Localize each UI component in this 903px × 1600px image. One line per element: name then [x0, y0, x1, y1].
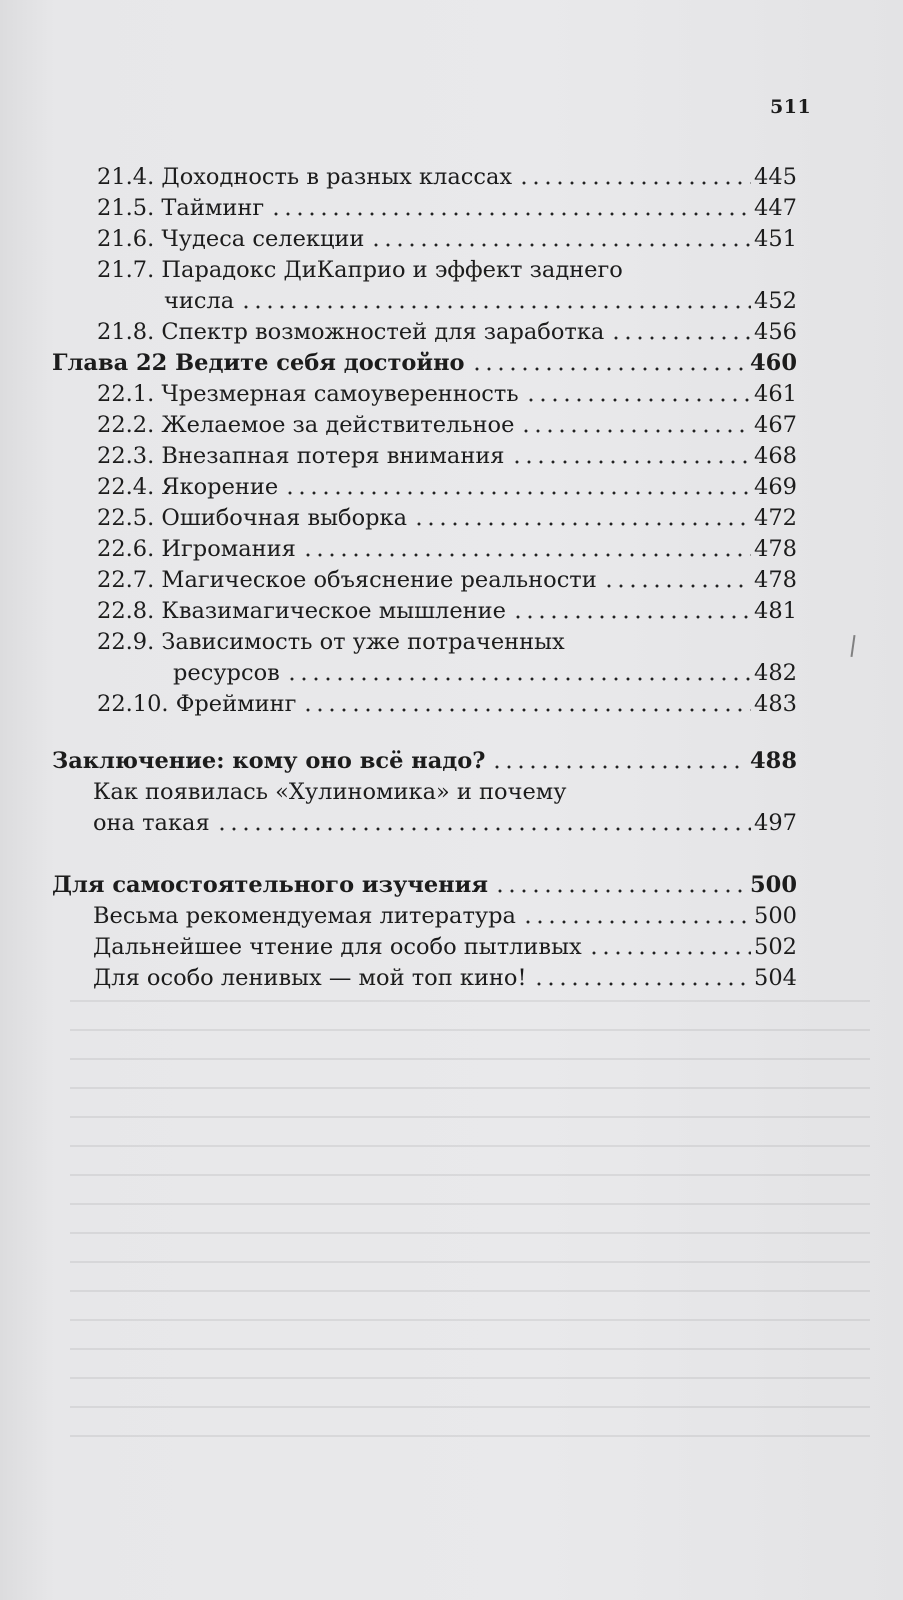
toc-entry-page: 483: [754, 691, 797, 717]
toc-entry: [97, 162, 797, 192]
toc-entry-title: 22.6. Игромания: [97, 536, 296, 562]
toc-entry-title: числа: [164, 288, 235, 314]
toc-entry: [93, 901, 797, 931]
toc-entry: [97, 193, 797, 223]
toc-entry-title: 21.8. Спектр возможностей для заработка: [97, 319, 605, 345]
dot-leader: [302, 553, 751, 557]
toc-entry-page: 467: [754, 412, 797, 438]
toc-entry: [97, 317, 797, 347]
toc-entry-title: 22.2. Желаемое за действительное: [97, 412, 515, 438]
dot-leader: [603, 584, 751, 588]
dot-leader: [413, 522, 751, 526]
toc-entry-page: 472: [754, 505, 797, 531]
toc-chapter-entry: [52, 348, 797, 378]
toc-entry-page: 461: [754, 381, 797, 407]
dot-leader: [471, 367, 747, 371]
toc-entry-title-line1: 22.9. Зависимость от уже потраченных: [97, 629, 565, 655]
toc-entry-page: 478: [754, 567, 797, 593]
ink-mark: [850, 635, 855, 657]
toc-entry-page: 504: [754, 965, 797, 991]
toc-entry: [97, 472, 797, 502]
dot-leader: [511, 460, 752, 464]
toc-entry-page: 456: [754, 319, 797, 345]
toc-entry-title: 21.6. Чудеса селекции: [97, 226, 365, 252]
toc-entry-page: 468: [754, 443, 797, 469]
dot-leader: [270, 212, 751, 216]
toc-entry: [97, 410, 797, 440]
toc-entry: [97, 379, 797, 409]
dot-leader: [216, 827, 751, 831]
toc-entry-page: 445: [754, 164, 797, 190]
dot-leader: [522, 920, 751, 924]
dot-leader: [520, 429, 751, 433]
toc-chapter-entry: [52, 746, 797, 776]
bleed-through-texture: [70, 1000, 870, 1500]
toc-entry-page: 488: [750, 748, 797, 774]
toc-entry-page: 447: [754, 195, 797, 221]
toc-entry-page: 451: [754, 226, 797, 252]
toc-entry-title: 22.10. Фрейминг: [97, 691, 297, 717]
toc-entry-title: Заключение: кому оно всё надо?: [52, 748, 486, 774]
toc-entry-page: 502: [754, 934, 797, 960]
dot-leader: [491, 765, 747, 769]
dot-leader: [302, 708, 751, 712]
toc-entry: [97, 224, 797, 254]
toc-entry: [97, 503, 797, 533]
toc-entry-title: Дальнейшее чтение для особо пытливых: [93, 934, 582, 960]
toc-entry: [97, 565, 797, 595]
toc-entry-title-line1: Как появилась «Хулиномика» и почему: [93, 779, 567, 805]
toc-entry-title: 22.1. Чрезмерная самоуверенность: [97, 381, 519, 407]
toc-entry-title-line1: 21.7. Парадокс ДиКаприо и эффект заднего: [97, 257, 623, 283]
toc-entry: [93, 932, 797, 962]
toc-entry-page: 481: [754, 598, 797, 624]
toc-entry-title: Весьма рекомендуемая литература: [93, 903, 516, 929]
dot-leader: [610, 336, 751, 340]
dot-leader: [284, 491, 751, 495]
dot-leader: [494, 889, 747, 893]
toc-entry-page: 500: [750, 872, 797, 898]
toc-entry-page: 482: [754, 660, 797, 686]
page-number: 511: [770, 96, 812, 118]
toc-entry-title: 21.5. Тайминг: [97, 195, 265, 221]
toc-entry-title: 22.4. Якорение: [97, 474, 279, 500]
toc-entry: [97, 441, 797, 471]
toc-entry-title: 21.4. Доходность в разных классах: [97, 164, 513, 190]
dot-leader: [512, 615, 751, 619]
toc-entry-title: она такая: [93, 810, 210, 836]
dot-leader: [525, 398, 751, 402]
dot-leader: [370, 243, 751, 247]
toc-entry: [97, 596, 797, 626]
toc-entry-page: 478: [754, 536, 797, 562]
toc-entry-page: 460: [750, 350, 797, 376]
toc-entry: [93, 963, 797, 993]
dot-leader: [518, 181, 751, 185]
toc-entry-title: ресурсов: [173, 660, 280, 686]
toc-entry-page: 500: [754, 903, 797, 929]
dot-leader: [286, 677, 751, 681]
toc-chapter-entry: [52, 870, 797, 900]
toc-entry: [173, 658, 797, 688]
dot-leader: [588, 951, 751, 955]
toc-entry-page: 497: [754, 810, 797, 836]
dot-leader: [533, 982, 752, 986]
toc-entry: [164, 286, 797, 316]
toc-entry-page: 469: [754, 474, 797, 500]
toc-entry-page: 452: [754, 288, 797, 314]
toc-entry-title: Глава 22 Ведите себя достойно: [52, 350, 465, 376]
toc-entry-title: 22.8. Квазимагическое мышление: [97, 598, 506, 624]
toc-entry-title: Для особо ленивых — мой топ кино!: [93, 965, 527, 991]
dot-leader: [240, 305, 751, 309]
toc-entry-title: 22.5. Ошибочная выборка: [97, 505, 408, 531]
toc-entry-title: Для самостоятельного изучения: [52, 872, 488, 898]
toc-entry-title: 22.3. Внезапная потеря внимания: [97, 443, 505, 469]
toc-entry: [93, 808, 797, 838]
toc-entry: [97, 689, 797, 719]
toc-entry-title: 22.7. Магическое объяснение реальности: [97, 567, 597, 593]
toc-entry: [97, 534, 797, 564]
